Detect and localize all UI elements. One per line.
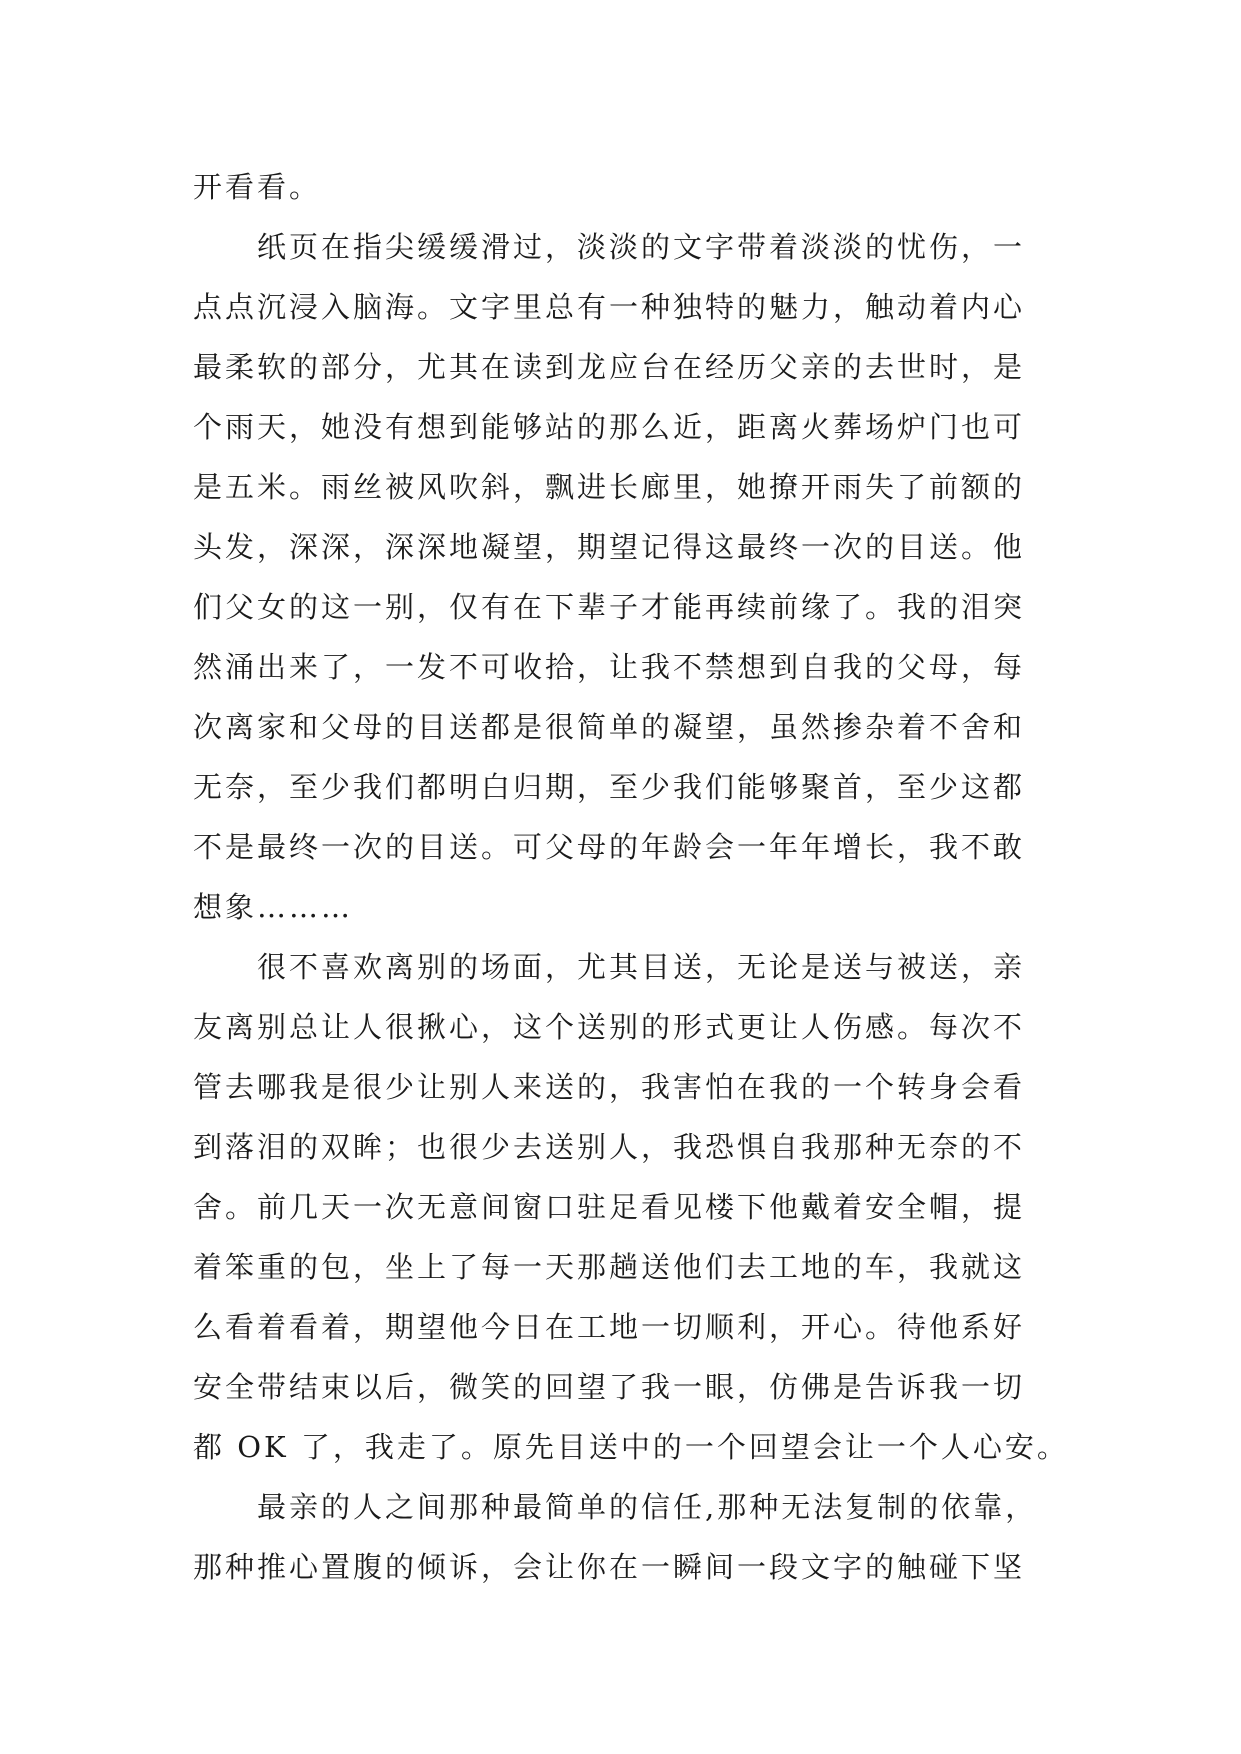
text-line: 那种推心置腹的倾诉，会让你在一瞬间一段文字的触碰下坚 [193,1550,1026,1584]
text-line: 开看看。 [193,170,322,204]
text-line: 不是最终一次的目送。可父母的年龄会一年年增长，我不敢 [193,830,1026,864]
text-line: 管去哪我是很少让别人来送的，我害怕在我的一个转身会看 [193,1070,1026,1104]
body-text [193,157,1069,1597]
text-line: 纸页在指尖缓缓滑过，淡淡的文字带着淡淡的忧伤，一 [257,230,1026,264]
text-line: 点点沉浸入脑海。文字里总有一种独特的魅力，触动着内心 [193,290,1026,324]
text-line: 是五米。雨丝被风吹斜，飘进长廊里，她撩开雨失了前额的 [193,470,1026,504]
text-line: 们父女的这一别，仅有在下辈子才能再续前缘了。我的泪突 [193,590,1026,624]
text-line: 然涌出来了，一发不可收拾，让我不禁想到自我的父母，每 [193,650,1026,684]
text-line: 想象……… [193,890,354,924]
text-line: 到落泪的双眸；也很少去送别人，我恐惧自我那种无奈的不 [193,1130,1026,1164]
text-line: 个雨天，她没有想到能够站的那么近，距离火葬场炉门也可 [193,410,1026,444]
text-line: 次离家和父母的目送都是很简单的凝望，虽然掺杂着不舍和 [193,710,1026,744]
text-line: 都 OK 了，我走了。原先目送中的一个回望会让一个人心安。 [193,1430,1069,1464]
text-line: 最柔软的部分，尤其在读到龙应台在经历父亲的去世时，是 [193,350,1026,384]
text-line: 安全带结束以后，微笑的回望了我一眼，仿佛是告诉我一切 [193,1370,1026,1404]
text-line: 很不喜欢离别的场面，尤其目送，无论是送与被送，亲 [257,950,1026,984]
text-line: 舍。前几天一次无意间窗口驻足看见楼下他戴着安全帽，提 [193,1190,1026,1224]
text-line: 么看着看着，期望他今日在工地一切顺利，开心。待他系好 [193,1310,1026,1344]
text-line: 最亲的人之间那种最简单的信任,那种无法复制的依靠， [257,1490,1038,1524]
text-line: 无奈，至少我们都明白归期，至少我们能够聚首，至少这都 [193,770,1026,804]
text-line: 友离别总让人很揪心，这个送别的形式更让人伤感。每次不 [193,1010,1026,1044]
text-line: 着笨重的包，坐上了每一天那趟送他们去工地的车，我就这 [193,1250,1026,1284]
text-line: 头发，深深，深深地凝望，期望记得这最终一次的目送。他 [193,530,1026,564]
